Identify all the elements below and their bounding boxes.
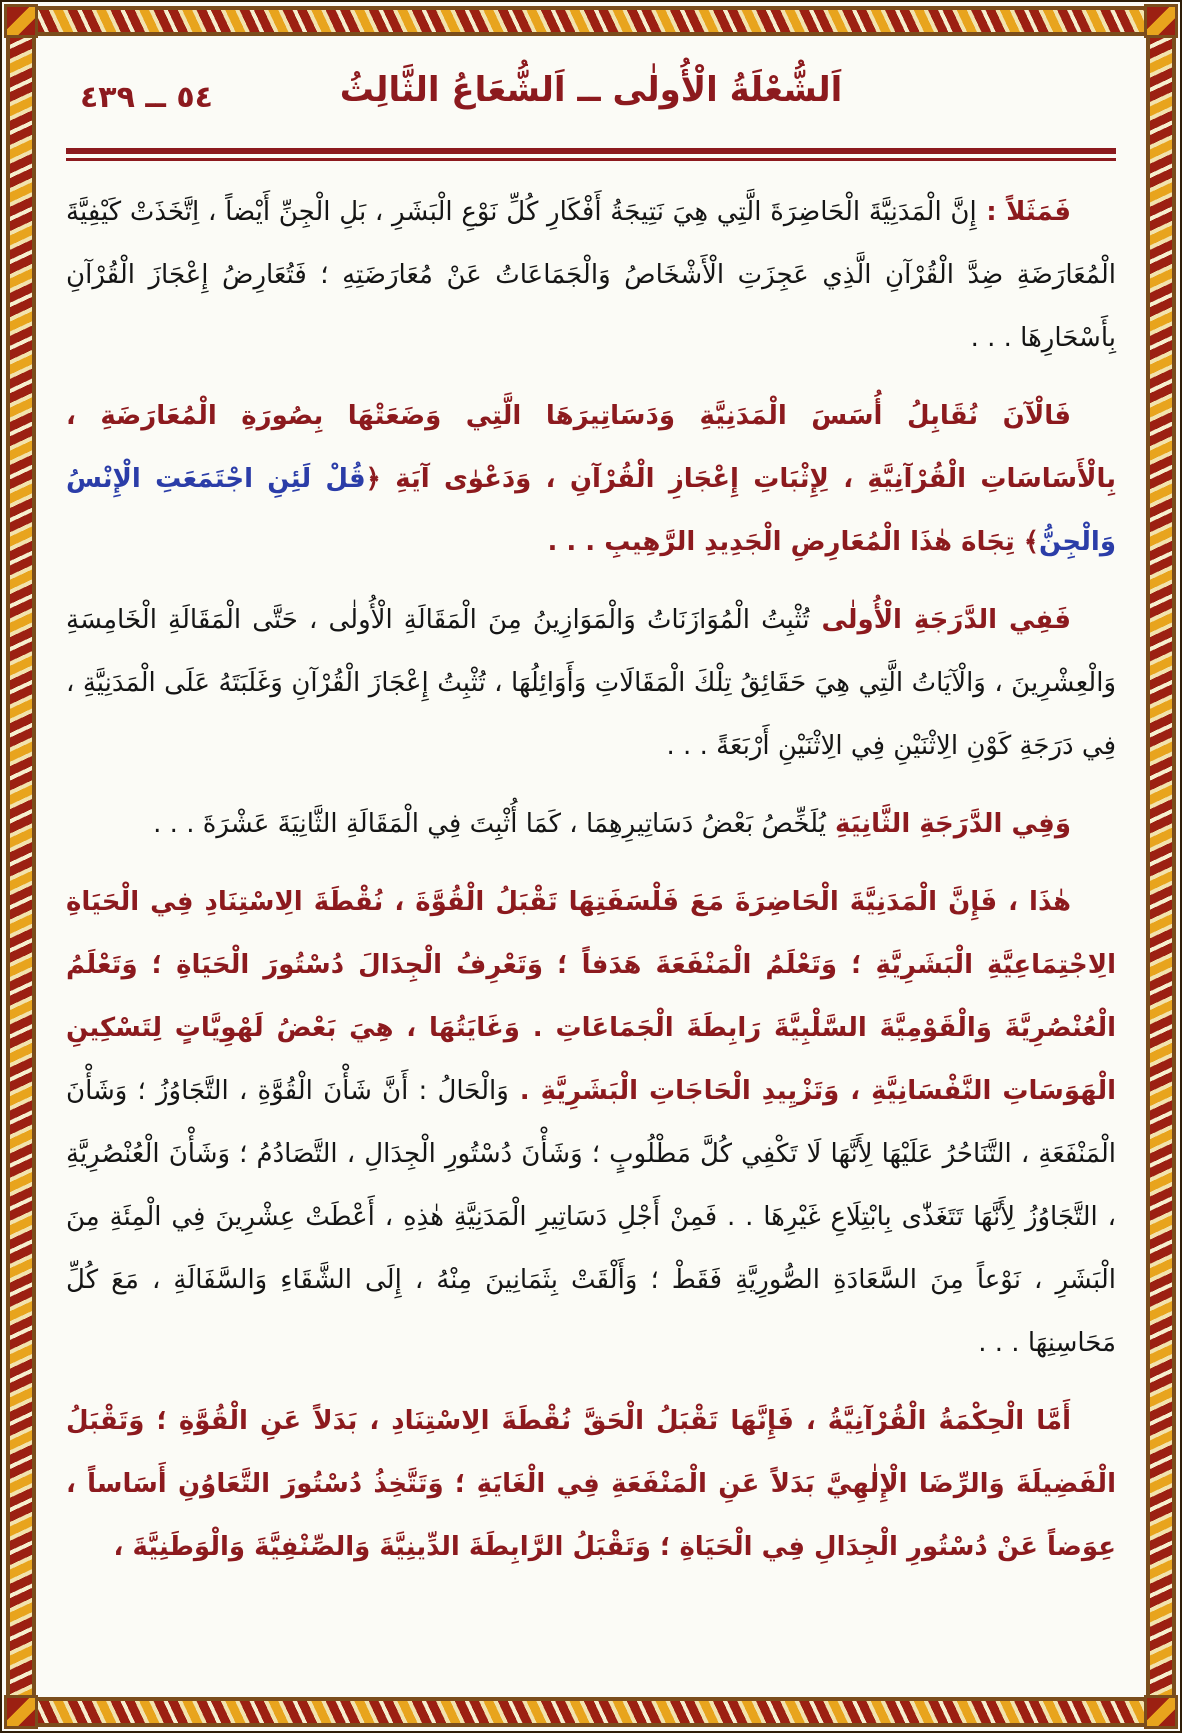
paragraph (66, 793, 1116, 856)
page-content (40, 40, 1142, 1693)
header-rule-thin (66, 158, 1116, 161)
paragraph (66, 871, 1116, 1375)
page-title: اَلشُّعْلَةُ الْأُولٰى ــ اَلشُّعَاعُ الثَّالِثُ (339, 70, 843, 110)
ornamental-border-left (6, 6, 36, 1727)
border-corner-bottom-left (4, 1695, 38, 1729)
page-header (66, 66, 1116, 140)
ornamental-border-right (1146, 6, 1176, 1727)
text-segment: وَالْحَالُ : أَنَّ شَأْنَ الْقُوَّةِ ، التَّجَاوُزُ ؛ وَشَأْنَ الْمَنْفَعَةِ ، التَّنَاحُرُ عَلَيْهَا لِأَنَّهَا لَا تَكْفِي كُلَّ مَطْلُوبٍ ؛ وَشَأْنَ دُسْتُورِ الْجِدَالِ ، التَّصَادُمُ ؛ وَشَأْنَ الْعُنْصُرِيَّةِ ، التَّجَاوُزُ لِأَنَّهَا تَتَغَذّٰى بِابْتِلَاعِ غَيْرِهَا . . فَمِنْ أَجْلِ دَسَاتِيرِ الْمَدَنِيَّةِ هٰذِهِ ، أَعْطَتْ عِشْرِينَ فِي الْمِئَةِ مِنَ الْبَشَرِ ، نَوْعاً مِنَ السَّعَادَةِ الصُّورِيَّةِ فَقَطْ ؛ وَأَلْقَتْ بِثَمَانِينَ مِنْهُ ، إِلَى الشَّقَاءِ وَالسَّفَالَةِ ، مَعَ كُلِّ مَحَاسِنِهَا . . . (66, 1076, 1116, 1358)
header-rule-thick (66, 148, 1116, 154)
text-segment: تُثْبِتُ الْمُوَازَنَاتُ وَالْمَوَازِينُ مِنَ الْمَقَالَةِ الْأُولٰى ، حَتَّى الْمَقَالَةِ الْخَامِسَةِ وَالْعِشْرِينَ ، وَالْآيَاتُ الَّتِي هِيَ حَقَائِقُ تِلْكَ الْمَقَالَاتِ وَأَوَائِلُهَا ، تُثْبِتُ إِعْجَازَ الْقُرْآنِ وَغَلَبَتَهُ عَلَى الْمَدَنِيَّةِ ، فِي دَرَجَةِ كَوْنِ الِاثْنَيْنِ فِي الِاثْنَيْنِ أَرْبَعَةً . . . (66, 605, 1116, 761)
border-corner-top-right (1144, 4, 1178, 38)
quran-open-bracket: ﴿ (365, 464, 381, 494)
ornamental-border-top (6, 6, 1176, 36)
border-corner-bottom-right (1144, 1695, 1178, 1729)
border-corner-top-left (4, 4, 38, 38)
quran-close-bracket: ﴾ (1023, 527, 1040, 557)
lead-phrase: وَفِي الدَّرَجَةِ الثَّانِيَةِ (825, 809, 1071, 839)
paragraph (66, 1390, 1116, 1579)
text-segment: هٰذَا ، فَإِنَّ الْمَدَنِيَّةَ الْحَاضِرَةَ مَعَ فَلْسَفَتِهَا تَقْبَلُ الْقُوَّةَ ، نُقْطَةَ الِاسْتِنَادِ فِي الْحَيَاةِ الِاجْتِمَاعِيَّةِ الْبَشَرِيَّةِ ؛ وَتَعْلَمُ الْمَنْفَعَةَ هَدَفاً ؛ وَتَعْرِفُ الْجِدَالَ دُسْتُورَ الْحَيَاةِ ؛ وَتَعْلَمُ الْعُنْصُرِيَّةَ وَالْقَوْمِيَّةَ السَّلْبِيَّةَ رَابِطَةَ الْجَمَاعَاتِ . وَغَايَتُهَا ، هِيَ بَعْضُ لَهْوِيَّاتٍ لِتَسْكِينِ الْهَوَسَاتِ النَّفْسَانِيَّةِ ، وَتَزْيِيدِ الْحَاجَاتِ الْبَشَرِيَّةِ . (66, 887, 1116, 1106)
text-segment: يُلَخِّصُ بَعْضُ دَسَاتِيرِهِمَا ، كَمَا أُثْبِتَ فِي الْمَقَالَةِ الثَّانِيَةَ عَشْرَةَ . . . (153, 809, 826, 839)
lead-phrase: فَمَثَلاً : (976, 197, 1071, 227)
text-segment: تِجَاهَ هٰذَا الْمُعَارِضِ الْجَدِيدِ الرَّهِيبِ . . . (547, 527, 1024, 557)
paragraph (66, 181, 1116, 370)
paragraph (66, 385, 1116, 574)
body-text (66, 181, 1116, 1579)
paragraph (66, 589, 1116, 778)
text-segment: إِنَّ الْمَدَنِيَّةَ الْحَاضِرَةَ الَّتِي هِيَ نَتِيجَةُ أَفْكَارِ كُلِّ نَوْعِ الْبَشَرِ ، بَلِ الْجِنِّ أَيْضاً ، اِتَّخَذَتْ كَيْفِيَّةَ الْمُعَارَضَةِ ضِدَّ الْقُرْآنِ الَّذِي عَجِزَتِ الْأَشْخَاصُ وَالْجَمَاعَاتُ عَنْ مُعَارَضَتِهِ ؛ فَتُعَارِضُ إِعْجَازَ الْقُرْآنِ بِأَسْحَارِهَا . . . (66, 197, 1116, 353)
ornamental-border-bottom (6, 1697, 1176, 1727)
text-segment: أَمَّا الْحِكْمَةُ الْقُرْآنِيَّةُ ، فَإِنَّهَا تَقْبَلُ الْحَقَّ نُقْطَةَ الِاسْتِنَادِ ، بَدَلاً عَنِ الْقُوَّةِ ؛ وَتَقْبَلُ الْفَضِيلَةَ وَالرِّضَا الْإِلٰهِيَّ بَدَلاً عَنِ الْمَنْفَعَةِ فِي الْغَايَةِ ؛ وَتَتَّخِذُ دُسْتُورَ التَّعَاوُنِ أَسَاساً ، عِوَضاً عَنْ دُسْتُورِ الْجِدَالِ فِي الْحَيَاةِ ؛ وَتَقْبَلُ الرَّابِطَةَ الدِّينِيَّةَ وَالصِّنْفِيَّةَ وَالْوَطَنِيَّةَ ، (66, 1406, 1116, 1562)
page-number: ٥٤ ــ ٤٣٩ (80, 80, 213, 115)
quran-verse: قُلْ لَئِنِ اجْتَمَعَتِ الْإِنْسُ وَالْجِنُّ (66, 464, 1116, 557)
lead-phrase: فَفِي الدَّرَجَةِ الْأُولٰى (809, 605, 1071, 635)
text-segment: فَالْآنَ نُقَابِلُ أُسَسَ الْمَدَنِيَّةِ وَدَسَاتِيرَهَا الَّتِي وَضَعَتْهَا بِصُورَةِ الْمُعَارَضَةِ ، بِالْأَسَاسَاتِ الْقُرْآنِيَّةِ ، لِإِثْبَاتِ إِعْجَازِ الْقُرْآنِ ، وَدَعْوٰى آيَةِ (66, 401, 1117, 494)
